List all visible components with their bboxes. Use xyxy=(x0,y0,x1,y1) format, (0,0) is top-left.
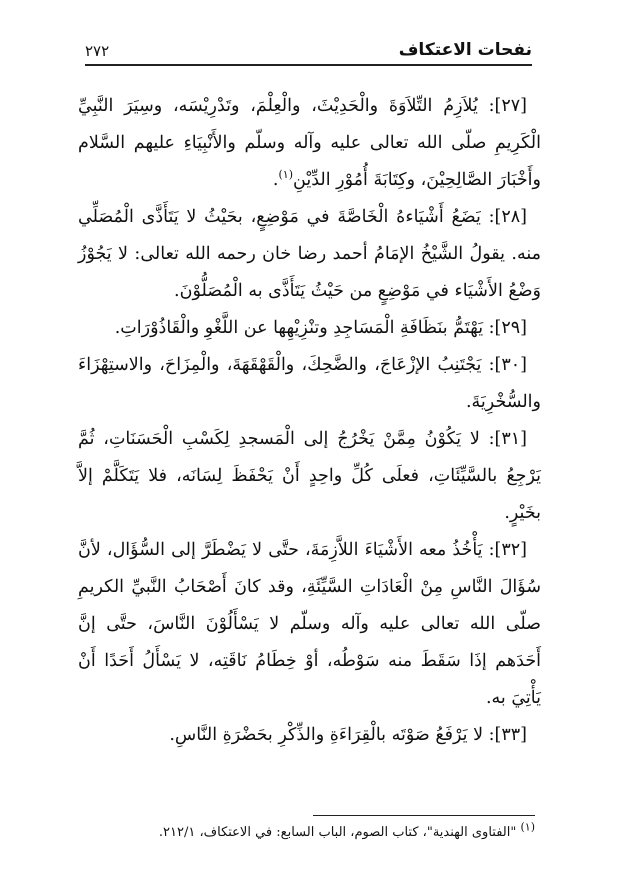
item-number: [٢٩] xyxy=(494,318,527,338)
paragraph-text: : لا يَرْفَعُ صَوْتَه بالْقِرَاءَةِ والذِّكْرِ بحَضْرَةِ النَّاسِ. xyxy=(169,725,495,745)
header-rule xyxy=(85,64,532,66)
item-number: [٣١] xyxy=(494,429,527,449)
paragraph-31 xyxy=(78,421,541,532)
item-number: [٣٣] xyxy=(494,725,527,745)
item-number: [٣٠] xyxy=(494,355,527,375)
paragraph-text: : يَأْخُذُ معه الأَشْيَاءَ اللاَّزِمَةَ، حتَّى لا يَضْطَرَّ إلى السُّؤَال، لأنَّ سُؤَالَ النَّاسِ مِنْ الْعَادَاتِ السَّيِّئَةِ، وقد كانَ أَصْحَابُ النَّبيِّ الكريمِ صلّى الله تعالى عليه وآله وسلّم لا يَسْأَلُوْنَ النَّاسَ، حتَّى إنَّ أَحَدَهم إذَا سَقَطَ منه سَوْطُه، أوْ خِطَامُ نَاقَتِه، لا يَسْأَلُ أَحَدًا أَنْ يَأْتِيَ به. xyxy=(78,540,541,708)
paragraph-tail: . xyxy=(272,170,279,190)
paragraph-text: : يُلاَزِمُ التِّلاَوَةَ والْحَدِيْثَ، والْعِلْمَ، وتَدْرِيْسَه، وسِيَرَ النَّبِيِّ الْكَرِيمِ صلّى الله تعالى عليه وآله وسلّم والأَنْبِيَاءِ عليهم السَّلام وأَخْبَارَ الصَّالِحِيْنَ، وكِتَابَةَ أُمُوْرِ الدِّيْنِ xyxy=(78,96,541,190)
paragraph-32 xyxy=(78,532,541,717)
page-header xyxy=(85,30,532,60)
page-number: ٢٧٢ xyxy=(85,42,110,60)
item-number: [٢٨] xyxy=(494,207,527,227)
paragraph-text: : يَجْتَنِبُ الإزْعَاجَ، والضَّحِكَ، والْقَهْقَهَةَ، والْمِزَاحَ، والاستِهْزَاءَ والسُّخْرِيَةَ. xyxy=(78,355,541,412)
page-body xyxy=(78,88,541,754)
running-title: نفحات الاعتكاف xyxy=(398,40,532,60)
paragraph-27 xyxy=(78,88,541,199)
item-number: [٣٢] xyxy=(494,540,527,560)
paragraph-text: : لا يَكُوْنُ مِمَّنْ يَخْرُجُ إلى الْمَسجدِ لِكَسْبِ الْحَسَنَاتِ، ثُمَّ يَرْجِعُ بالسَّيِّئَاتِ، فعلَى كُلِّ واحِدٍ أَنْ يَحْفَظَ لِسَانَه، فلا يَتَكَلَّمْ إلاَّ بخَيْرٍ. xyxy=(78,429,541,523)
paragraph-29 xyxy=(78,310,541,347)
paragraph-33 xyxy=(78,717,541,754)
footnote-rule xyxy=(313,815,535,816)
footnote-mark: (١) xyxy=(520,820,535,834)
footnote-text: "الفتاوى الهندية"، كتاب الصوم، الباب السابع: في الاعتكاف، ٢١٢/١. xyxy=(158,825,521,840)
paragraph-30 xyxy=(78,347,541,421)
footnote-reference: (١) xyxy=(278,168,294,182)
paragraph-text: : يَضَعُ أَشْيَاءهُ الْخَاصَّةَ في مَوْضِعٍ، بحَيْثُ لا يَتَأَذَّى الْمُصَلِّي منه. يقولُ الشَّيْخُ الإمَامُ أحمد رضا خان رحمه الله تعالى: لا يَجُوْزُ وَضْعُ الأَشْيَاء في مَوْضِعٍ من حَيْثُ يَتَأَذَّى به الْمُصَلُّوْنَ. xyxy=(78,207,541,301)
paragraph-28 xyxy=(78,199,541,310)
footnote xyxy=(90,822,535,844)
item-number: [٢٧] xyxy=(494,96,527,116)
paragraph-text: : يَهْتَمُّ بنَظَافَةِ الْمَسَاجِدِ وتنْزِيْهِها عن اللَّغْوِ والْقَاذُوْرَاتِ. xyxy=(114,318,495,338)
